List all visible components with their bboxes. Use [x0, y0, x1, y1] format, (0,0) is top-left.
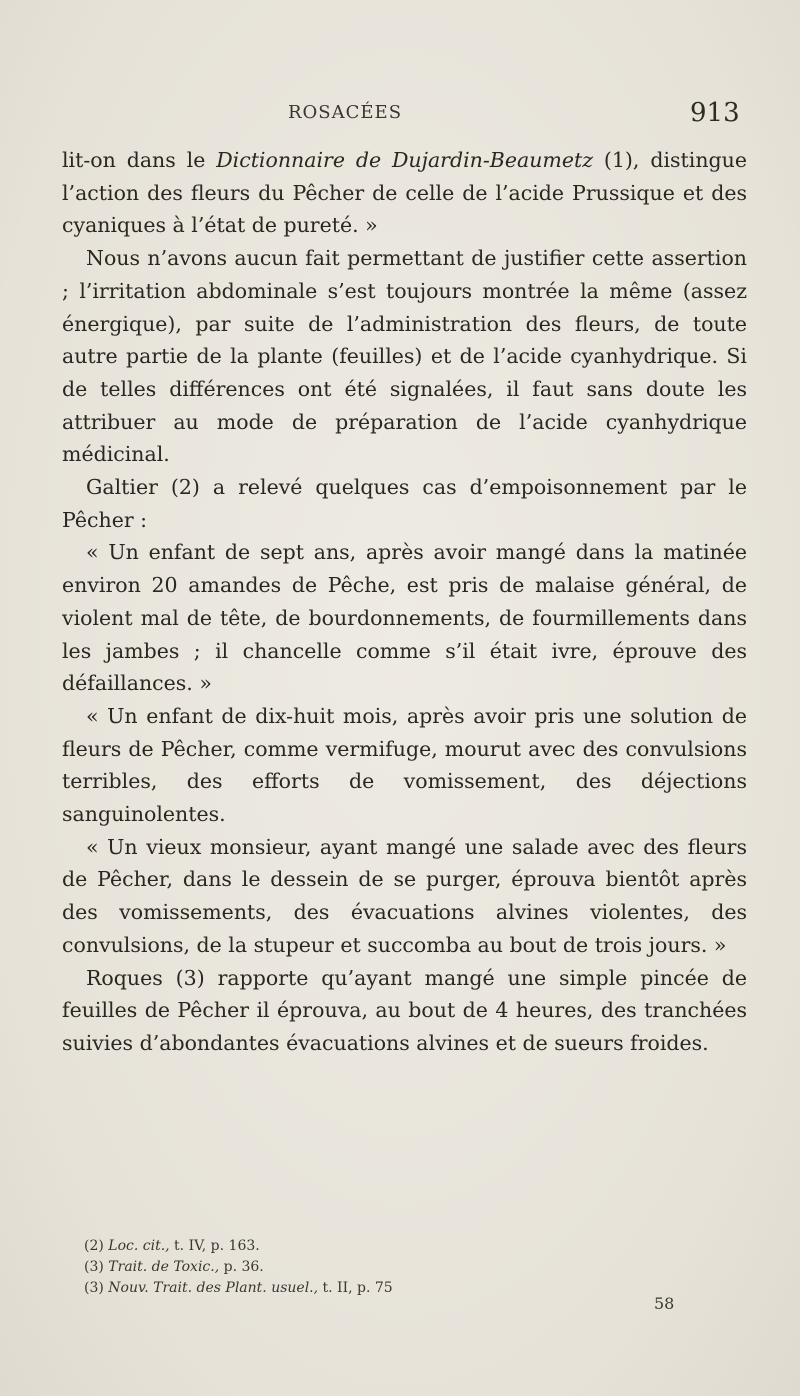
footnotes	[84, 1236, 644, 1299]
signature-mark: 58	[654, 1294, 675, 1313]
page-number: 913	[690, 98, 740, 128]
running-head: ROSACÉES	[288, 102, 403, 123]
paragraph-3: Galtier (2) a relevé quelques cas d’empoisonnement par le Pêcher :	[62, 475, 747, 532]
body-text	[62, 144, 747, 1060]
paragraph-6: « Un vieux monsieur, ayant mangé une salade avec des fleurs de Pêcher, dans le dessein de se purger, éprouva bientôt après des vomissements, des évacuations alvines violentes, des convulsions, de la stupeur et succomba au bout de trois jours. »	[62, 834, 747, 957]
paragraph-4: « Un enfant de sept ans, après avoir mangé dans la matinée environ 20 amandes de Pêche, est pris de malaise général, de violent mal de tête, de bourdonnements, de fourmillements dans les jambes ; il chancelle comme s’il était ivre, éprouve des défaillances. »	[62, 540, 747, 696]
footnote: (2) Loc. cit., t. IV, p. 163.	[84, 1238, 260, 1254]
page-header	[0, 92, 800, 132]
paragraph-2: Nous n’avons aucun fait permettant de justifier cette assertion ; l’irritation abdominale s’est toujours montrée la même (assez énergique), par suite de l’administration des fleurs, de toute autre partie de la plante (feuilles) et de l’acide cyanhydrique. Si de telles différences ont été signalées, il faut sans doute les attribuer au mode de préparation de l’acide cyanhydrique médicinal.	[62, 246, 747, 467]
paragraph-7: Roques (3) rapporte qu’ayant mangé une simple pincée de feuilles de Pêcher il éprouva, au bout de 4 heures, des tranchées suivies d’abondantes évacuations alvines et de sueurs froides.	[62, 965, 747, 1055]
paragraph-1: lit-on dans le Dictionnaire de Dujardin-Beaumetz (1), distingue l’action des fleurs du Pêcher de celle de l’acide Prussique et des cyaniques à l’état de pureté. »	[62, 148, 747, 238]
footnote: (3) Trait. de Toxic., p. 36.	[84, 1259, 264, 1275]
dictionary-title: Dictionnaire de Dujardin-Beaumetz	[216, 148, 594, 172]
paragraph-5: « Un enfant de dix-huit mois, après avoir pris une solution de fleurs de Pêcher, comme vermifuge, mourut avec des convulsions terribles, des efforts de vomissement, des déjections sanguinolentes.	[62, 703, 747, 827]
footnote: (3) Nouv. Trait. des Plant. usuel., t. II, p. 75	[84, 1280, 393, 1296]
